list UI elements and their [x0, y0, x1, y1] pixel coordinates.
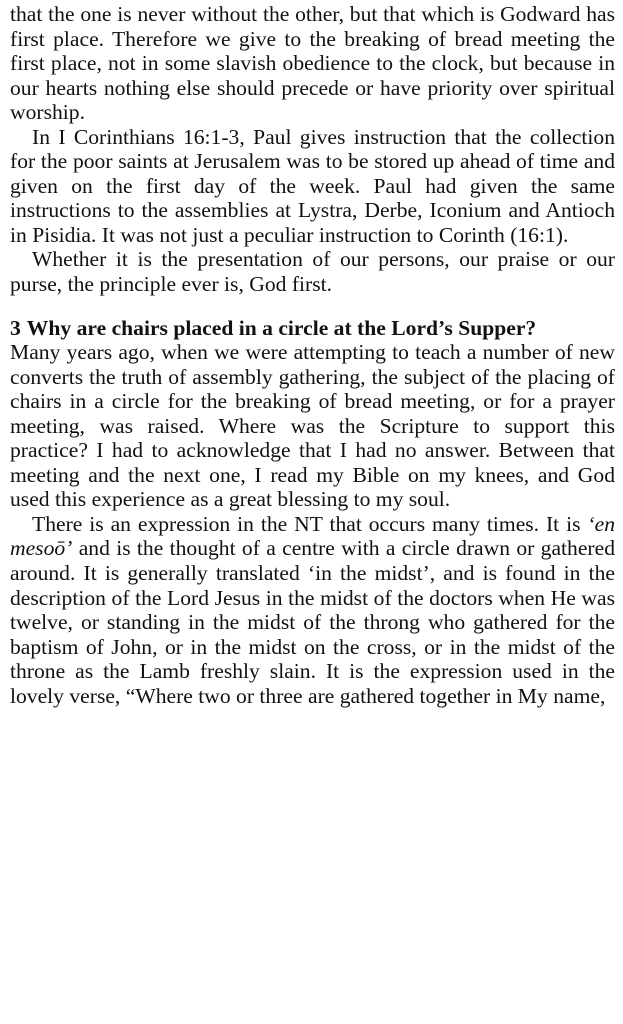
paragraph-god-first: Whether it is the presentation of our persons, our praise or our purse, the principle ever is, God first. — [10, 247, 615, 297]
en-meso-text-after: and is the thought of a centre with a circle drawn or gathered around. It is generally translated ‘in the midst’, and is found in the description of the Lord Jesus in the midst of the doctors when He was twelve, or standing in the midst of the throng who gathered for the baptism of John, or in the midst on the cross, or in the midst of the throne as the Lamb freshly slain. It is the expression used in the lovely verse, “Where two or three are gathered together in My name, — [10, 536, 615, 708]
paragraph-new-converts: Many years ago, when we were attempting to teach a number of new converts the truth of assembly gathering, the subject of the placing of chairs in a circle for the breaking of bread meeting, or for a prayer meeting, was raised. Where was the Scripture to support this practice? I had to acknowledge that I had no answer. Between that meeting and the next one, I read my Bible on my knees, and God used this experience as a great blessing to my soul. — [10, 340, 615, 512]
en-meso-text-before: There is an expression in the NT that occurs many times. It is — [32, 511, 588, 536]
paragraph-corinthians: In I Corinthians 16:1-3, Paul gives instruction that the collection for the poor saints at Jerusalem was to be stored up ahead of time and given on the first day of the week. Paul had given the same instructions to the assemblies at Lystra, Derbe, Iconium and Antioch in Pisidia. It was not just a peculiar instruction to Corinth (16:1). — [10, 124, 615, 247]
en-meso-greek-term: ‘en mesoō’ — [10, 511, 615, 561]
paragraph-continuation: that the one is never without the other, but that which is Godward has first place. Therefore we give to the breaking of bread meeting the first place, not in some slavish obedience to the clock, but because in our hearts nothing else should precede or have priority over spiritual worship. — [10, 2, 615, 125]
section-number: 3 — [10, 315, 21, 340]
section-gap — [10, 297, 615, 316]
book-page — [10, 2, 615, 708]
section-title: Why are chairs placed in a circle at the Lord’s Supper? — [26, 315, 537, 340]
section-heading — [10, 316, 615, 341]
paragraph-en-meso — [10, 512, 615, 708]
